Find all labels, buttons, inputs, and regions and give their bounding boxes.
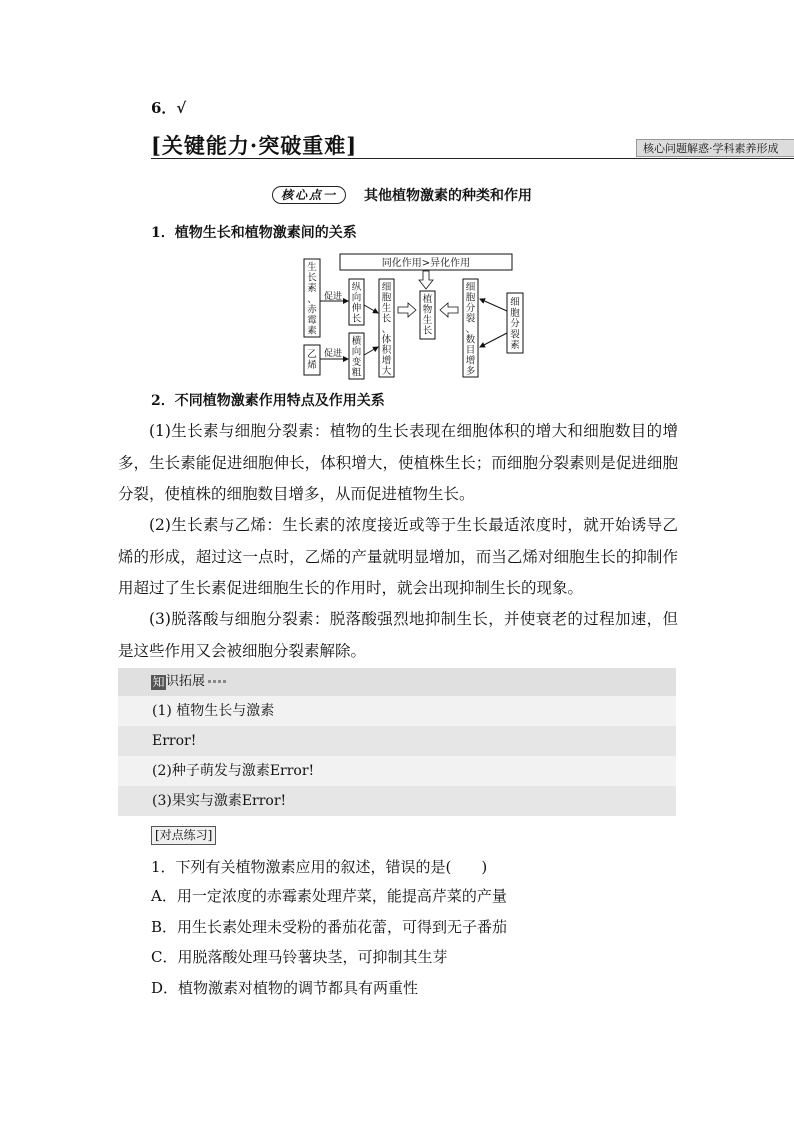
- paragraph-3: (3)脱落酸与细胞分裂素：脱落酸强烈地抑制生长，并使衰老的过程加速，但是这些作用又会被细胞分裂素解除。: [118, 610, 678, 660]
- extension-row: (1) 植物生长与激素: [118, 696, 676, 726]
- extension-dots: [208, 680, 226, 683]
- box-plant-growth-text-char: 物: [422, 304, 433, 316]
- box-ethylene-text-char: 乙: [307, 349, 317, 360]
- box-cytokinin-text-char: 胞: [510, 307, 520, 319]
- box-cytokinin-text-char: 裂: [510, 329, 520, 341]
- box-ethylene-text-char: 烯: [307, 360, 317, 371]
- question-stem: 1．下列有关植物激素应用的叙述，错误的是( ): [151, 858, 488, 876]
- box-gibberellin-text-char: 长: [307, 272, 317, 284]
- box-gibberellin-text-char: 素: [307, 283, 317, 295]
- box-transverse-text-char: 向: [351, 346, 362, 358]
- box-gibberellin-text-char: 素: [307, 325, 317, 337]
- box-transverse-text-char: 横: [351, 336, 362, 347]
- section-rule: [151, 158, 794, 159]
- box-cytokinin-text-char: 分: [510, 318, 520, 330]
- box-longitudinal-text-char: 长: [351, 313, 362, 325]
- box-cell-division-text: [466, 282, 476, 377]
- box-cell-growth-text-char: 、: [381, 324, 392, 335]
- box-cell-growth-text-char: 积: [381, 345, 392, 356]
- box-longitudinal-text: [352, 281, 362, 325]
- section-tag: 核心问题解惑·学科素养形成: [636, 139, 794, 157]
- option-c: C．用脱落酸处理马铃薯块茎，可抑制其生芽: [151, 948, 448, 966]
- practice-label: [对点练习]: [151, 826, 216, 845]
- knowledge-extension-panel: [118, 668, 676, 822]
- box-plant-growth-text-char: 植: [422, 294, 433, 305]
- paragraph-1: (1)生长素与细胞分裂素：植物的生长表现在细胞体积的增大和细胞数目的增多，生长素能促进细胞伸长，体积增大，使植株生长；而细胞分裂素则是促进细胞分裂，使植株的细胞数目增多，从而促进植物生长。: [118, 422, 678, 503]
- box-cell-growth-text-char: 大: [381, 366, 392, 377]
- core-point-heading: [272, 185, 532, 205]
- item-number: 6．√: [151, 99, 187, 117]
- top-box-label: 同化作用>异化作用: [381, 258, 471, 269]
- box-cell-growth-text-char: 细: [381, 282, 392, 293]
- paragraph-2: (2)生长素与乙烯：生长素的浓度接近或等于生长最适浓度时，就开始诱导乙烯的形成，超过这一点时，乙烯的产量就明显增加，而当乙烯对细胞生长的抑制作用超过了生长素促进细胞生长的作用时，就会出现抑制生长的现象。: [118, 516, 678, 597]
- hollow-right-arrow: [398, 303, 416, 317]
- box-transverse-text-char: 变: [351, 357, 362, 368]
- arrow-cyto-bottom: [480, 333, 507, 347]
- box-cell-growth-text: [382, 282, 392, 377]
- arrow-lon-to-cell: [364, 305, 378, 313]
- box-cell-division-text-char: 裂: [465, 313, 476, 325]
- box-cytokinin-text: [510, 297, 520, 351]
- box-cell-division-text-char: 多: [465, 366, 476, 377]
- core-point-badge: 核心点一: [272, 186, 346, 204]
- option-d: D．植物激素对植物的调节都具有两重性: [151, 979, 419, 997]
- section-title: [关键能力·突破重难]: [151, 133, 358, 158]
- box-cytokinin-text-char: 细: [510, 297, 520, 308]
- box-cell-growth-text-char: 长: [381, 313, 392, 325]
- hollow-left-arrow: [440, 303, 458, 317]
- box-cell-division-text-char: 分: [465, 303, 476, 314]
- arrow-tra-to-cell: [364, 347, 378, 355]
- box-longitudinal-text-char: 纵: [351, 282, 362, 293]
- box-cell-division-text-char: 数: [465, 334, 476, 346]
- box-cell-division-text-char: 目: [465, 345, 476, 356]
- box-cell-growth-text-char: 胞: [381, 292, 392, 304]
- growth-hormone-diagram: [300, 253, 540, 381]
- box-transverse-text: [352, 335, 362, 379]
- box-longitudinal-text-char: 向: [351, 292, 362, 304]
- extension-row: (2)种子萌发与激素Error!: [118, 756, 676, 786]
- heading-2: 2．不同植物激素作用特点及作用关系: [151, 393, 385, 409]
- box-gibberellin-text: [307, 261, 317, 337]
- box-transverse-text-char: 粗: [351, 367, 362, 379]
- extension-row: (3)果实与激素Error!: [118, 786, 676, 816]
- arrow-cyto-top: [480, 299, 507, 311]
- extension-header: [118, 668, 676, 696]
- box-ethylene-text: [307, 349, 317, 371]
- option-a: A．用一定浓度的赤霉素处理芹菜，能提高芹菜的产量: [151, 887, 507, 905]
- extension-badge: 知: [152, 675, 165, 689]
- core-point-title: 其他植物激素的种类和作用: [364, 188, 533, 204]
- box-cell-division-text-char: 增: [465, 355, 476, 367]
- box-gibberellin-text-char: 、: [307, 293, 317, 305]
- promote-label-top: 促进: [324, 292, 343, 302]
- promote-label-bottom: 促进: [324, 349, 343, 359]
- box-cell-division-text-char: 细: [465, 282, 476, 293]
- box-cell-division-text-char: 胞: [465, 292, 476, 304]
- box-cell-growth-text-char: 生: [381, 303, 392, 314]
- box-plant-growth-text: [423, 293, 433, 337]
- extension-title: 识拓展: [166, 674, 206, 689]
- box-gibberellin-text-char: 赤: [307, 304, 317, 316]
- box-plant-growth-text-char: 长: [422, 325, 433, 337]
- box-cell-growth-text-char: 增: [381, 355, 392, 367]
- box-plant-growth-text-char: 生: [422, 315, 433, 326]
- heading-1: 1．植物生长和植物激素间的关系: [151, 225, 357, 241]
- extension-row: Error!: [118, 726, 676, 756]
- box-gibberellin-text-char: 霉: [307, 315, 317, 326]
- box-cell-division-text-char: 、: [465, 324, 476, 335]
- option-b: B．用生长素处理未受粉的番茄花蕾，可得到无子番茄: [151, 918, 508, 936]
- box-cell-growth-text-char: 体: [381, 334, 392, 346]
- box-gibberellin-text-char: 生: [307, 262, 317, 273]
- box-longitudinal-text-char: 伸: [351, 303, 362, 314]
- box-cytokinin-text-char: 素: [510, 340, 520, 352]
- hollow-down-arrow: [419, 271, 433, 289]
